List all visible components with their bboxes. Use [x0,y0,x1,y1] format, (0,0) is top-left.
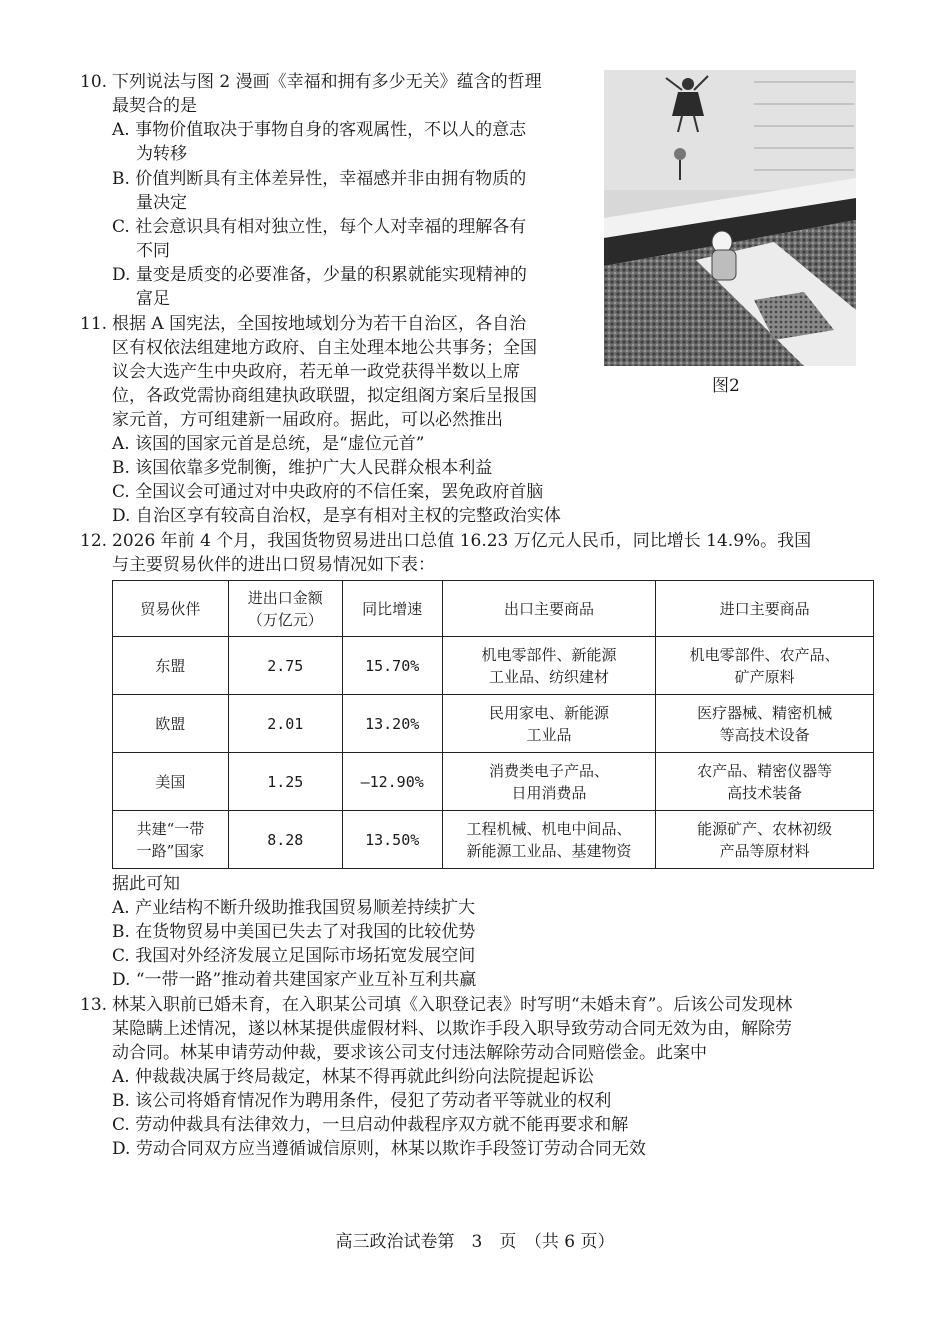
cell-exports: 消费类电子产品、 日用消费品 [442,753,656,811]
cell-growth: 13.50% [342,811,442,869]
q12-option-d: D. “一带一路”推动着共建国家产业互补互利共赢 [112,970,477,990]
q11-option-a: A. 该国的国家元首是总统，是“虚位元首” [112,434,425,454]
q12-stem-line-2: 与主要贸易伙伴的进出口贸易情况如下表： [112,555,435,575]
q10-option-c-cont: 不同 [136,241,170,261]
q12-number: 12. [80,531,108,551]
table-row [113,695,874,753]
page-footer: 高三政治试卷第 3 页 （共 6 页） [335,1232,615,1252]
q13-stem-line-3: 动合同。林某申请劳动仲裁，要求该公司支付违法解除劳动合同赔偿金。此案中 [112,1043,707,1063]
cell-exports: 机电零部件、新能源 工业品、纺织建材 [442,637,656,695]
q11-option-c: C. 全国议会可通过对中央政府的不信任案，罢免政府首脑 [112,482,544,502]
q10-option-d-cont: 富足 [136,289,170,309]
header-growth: 同比增速 [342,581,442,637]
cell-growth: 15.70% [342,637,442,695]
header-imports: 进口主要商品 [656,581,874,637]
table-row [113,637,874,695]
cell-partner: 欧盟 [113,695,229,753]
header-partner: 贸易伙伴 [113,581,229,637]
cell-imports: 医疗器械、精密机械 等高技术设备 [656,695,874,753]
cell-imports: 能源矿产、农林初级 产品等原材料 [656,811,874,869]
q13-stem-line-2: 某隐瞒上述情况，遂以林某提供虚假材料、以欺诈手段入职导致劳动合同无效为由，解除劳 [112,1019,792,1039]
figure-caption: 图2 [712,376,740,396]
cell-imports: 农产品、精密仪器等 高技术装备 [656,753,874,811]
cartoon-illustration [604,70,856,366]
table-header-row [113,581,874,637]
cartoon-figure-2 [604,70,856,366]
cell-partner: 共建“一带 一路”国家 [113,811,229,869]
q11-option-b: B. 该国依靠多党制衡，维护广大人民群众根本利益 [112,458,493,478]
q13-option-b: B. 该公司将婚育情况作为聘用条件，侵犯了劳动者平等就业的权利 [112,1091,612,1111]
header-exports: 出口主要商品 [442,581,656,637]
q11-stem-line-4: 位，各政党需协商组建执政联盟，拟定组阁方案后呈报国 [112,386,537,406]
q12-option-c: C. 我国对外经济发展立足国际市场拓宽发展空间 [112,946,476,966]
q10-option-d: D. 量变是质变的必要准备，少量的积累就能实现精神的 [112,265,527,285]
q11-stem-line-5: 家元首，方可组建新一届政府。据此，可以必然推出 [112,410,503,430]
q11-stem-line-3: 议会大选产生中央政府，若无单一政党获得半数以上席 [112,362,520,382]
q10-number: 10. [80,72,108,92]
cell-exports: 工程机械、机电中间品、 新能源工业品、基建物资 [442,811,656,869]
q13-stem-line-1: 林某入职前已婚未育，在入职某公司填《入职登记表》时写明“未婚未育”。后该公司发现林 [112,995,793,1015]
q11-option-d: D. 自治区享有较高自治权，是享有相对主权的完整政治实体 [112,506,561,526]
cell-amount: 2.01 [228,695,342,753]
trade-table [112,580,874,869]
cell-partner: 东盟 [113,637,229,695]
cell-growth: —12.90% [342,753,442,811]
q10-option-b-cont: 量决定 [136,193,187,213]
q10-stem-line-1: 下列说法与图 2 漫画《幸福和拥有多少无关》蕴含的哲理 [112,72,542,92]
cell-amount: 1.25 [228,753,342,811]
cell-amount: 2.75 [228,637,342,695]
q12-option-b: B. 在货物贸易中美国已失去了对我国的比较优势 [112,922,476,942]
q11-stem-line-1: 根据 A 国宪法，全国按地域划分为若干自治区，各自治 [112,314,527,334]
table-row [113,753,874,811]
q10-option-b: B. 价值判断具有主体差异性，幸福感并非由拥有物质的 [112,169,527,189]
q12-after-table: 据此可知 [112,874,180,894]
q11-number: 11. [80,314,108,334]
cell-exports: 民用家电、新能源 工业品 [442,695,656,753]
cell-partner: 美国 [113,753,229,811]
q10-option-a: A. 事物价值取决于事物自身的客观属性，不以人的意志 [112,120,527,140]
q13-number: 13. [80,995,108,1015]
table-row [113,811,874,869]
q10-option-a-cont: 为转移 [136,144,187,164]
q10-option-c: C. 社会意识具有相对独立性，每个人对幸福的理解各有 [112,217,527,237]
cell-amount: 8.28 [228,811,342,869]
q13-option-d: D. 劳动合同双方应当遵循诚信原则，林某以欺诈手段签订劳动合同无效 [112,1139,646,1159]
q11-stem-line-2: 区有权依法组建地方政府、自主处理本地公共事务；全国 [112,338,537,358]
q13-option-c: C. 劳动仲裁具有法律效力，一旦启动仲裁程序双方就不能再要求和解 [112,1115,629,1135]
cell-imports: 机电零部件、农产品、 矿产原料 [656,637,874,695]
q10-stem-line-2: 最契合的是 [112,96,197,116]
q12-stem-line-1: 2026 年前 4 个月，我国货物贸易进出口总值 16.23 万亿元人民币，同比增长 14.9%。我国 [112,531,812,551]
q13-option-a: A. 仲裁裁决属于终局裁定，林某不得再就此纠纷向法院提起诉讼 [112,1067,595,1087]
header-amount: 进出口金额 （万亿元） [228,581,342,637]
cell-growth: 13.20% [342,695,442,753]
q12-option-a: A. 产业结构不断升级助推我国贸易顺差持续扩大 [112,898,476,918]
